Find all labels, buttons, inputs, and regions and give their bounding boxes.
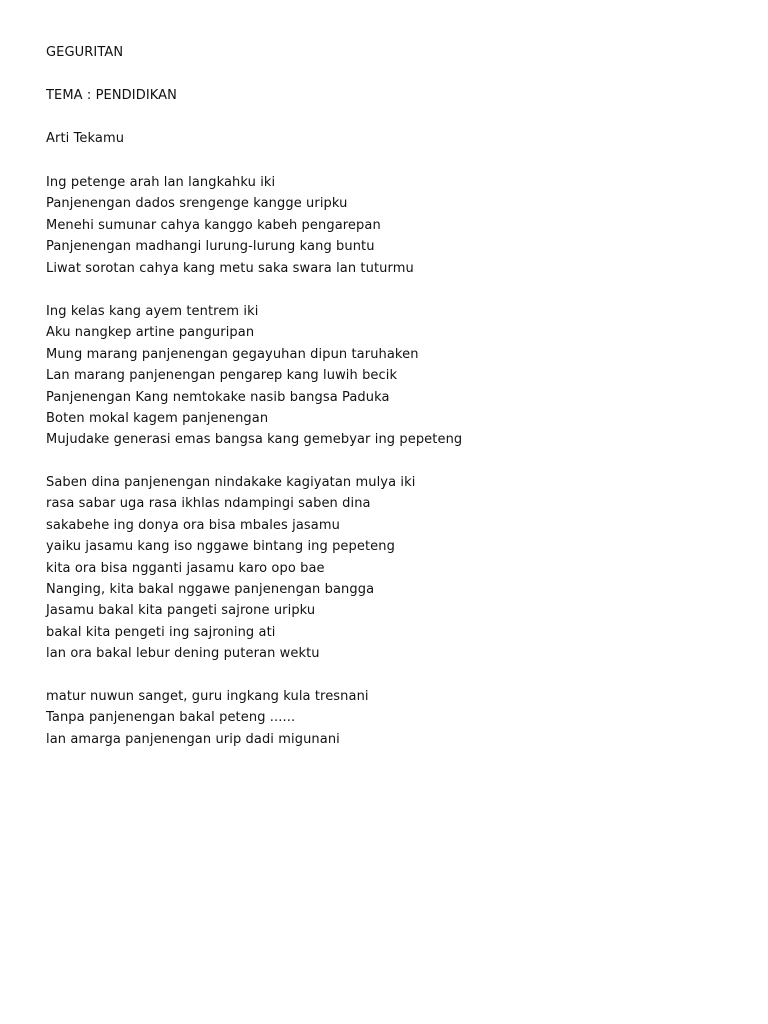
poem-line: kita ora bisa ngganti jasamu karo opo bae xyxy=(46,560,325,576)
poem-line: Mung marang panjenengan gegayuhan dipun taruhaken xyxy=(46,346,419,362)
poem-line: Tanpa panjenengan bakal peteng ...... xyxy=(46,710,296,726)
stanza-3 xyxy=(46,472,415,665)
poem-line: Panjenengan Kang nemtokake nasib bangsa Paduka xyxy=(46,389,390,405)
poem-line: lan amarga panjenengan urip dadi migunani xyxy=(46,731,340,747)
poem-line: Panjenengan madhangi lurung-lurung kang buntu xyxy=(46,239,375,255)
poem-line: matur nuwun sanget, guru ingkang kula tresnani xyxy=(46,689,369,704)
poem-line: Saben dina panjenengan nindakake kagiyatan mulya iki xyxy=(46,475,416,490)
poem-title: Arti Tekamu xyxy=(46,131,125,146)
poem-line: lan ora bakal lebur dening puteran wektu xyxy=(46,646,320,662)
poem-line: Panjenengan dados srengenge kangge uripku xyxy=(46,196,348,212)
poem-line: Liwat sorotan cahya kang metu saka swara lan tuturmu xyxy=(46,260,414,276)
poem-line: Menehi sumunar cahya kanggo kabeh pengarepan xyxy=(46,217,381,233)
poem-line: Nanging, kita bakal nggawe panjenengan bangga xyxy=(46,581,375,597)
poem-line: Ing kelas kang ayem tentrem iki xyxy=(46,304,259,319)
stanza-2 xyxy=(46,301,462,451)
poem-line: sakabehe ing donya ora bisa mbales jasamu xyxy=(46,517,340,533)
poem-line: rasa sabar uga rasa ikhlas ndampingi saben dina xyxy=(46,496,371,512)
document-header: GEGURITAN xyxy=(46,45,124,60)
poem-line: Lan marang panjenengan pengarep kang luwih becik xyxy=(46,368,398,384)
theme-line: TEMA : PENDIDIKAN xyxy=(46,88,177,103)
stanza-1 xyxy=(46,172,414,279)
poem-line: bakal kita pengeti ing sajroning ati xyxy=(46,624,276,640)
poem-line: Jasamu bakal kita pangeti sajrone uripku xyxy=(46,603,316,619)
document-page xyxy=(46,0,746,1024)
stanza-4 xyxy=(46,686,369,750)
poem-line: yaiku jasamu kang iso nggawe bintang ing pepeteng xyxy=(46,539,395,555)
poem-line: Boten mokal kagem panjenengan xyxy=(46,410,269,426)
poem-line: Ing petenge arah lan langkahku iki xyxy=(46,175,276,190)
poem-line: Aku nangkep artine panguripan xyxy=(46,325,255,341)
poem-line: Mujudake generasi emas bangsa kang gemebyar ing pepeteng xyxy=(46,432,463,448)
